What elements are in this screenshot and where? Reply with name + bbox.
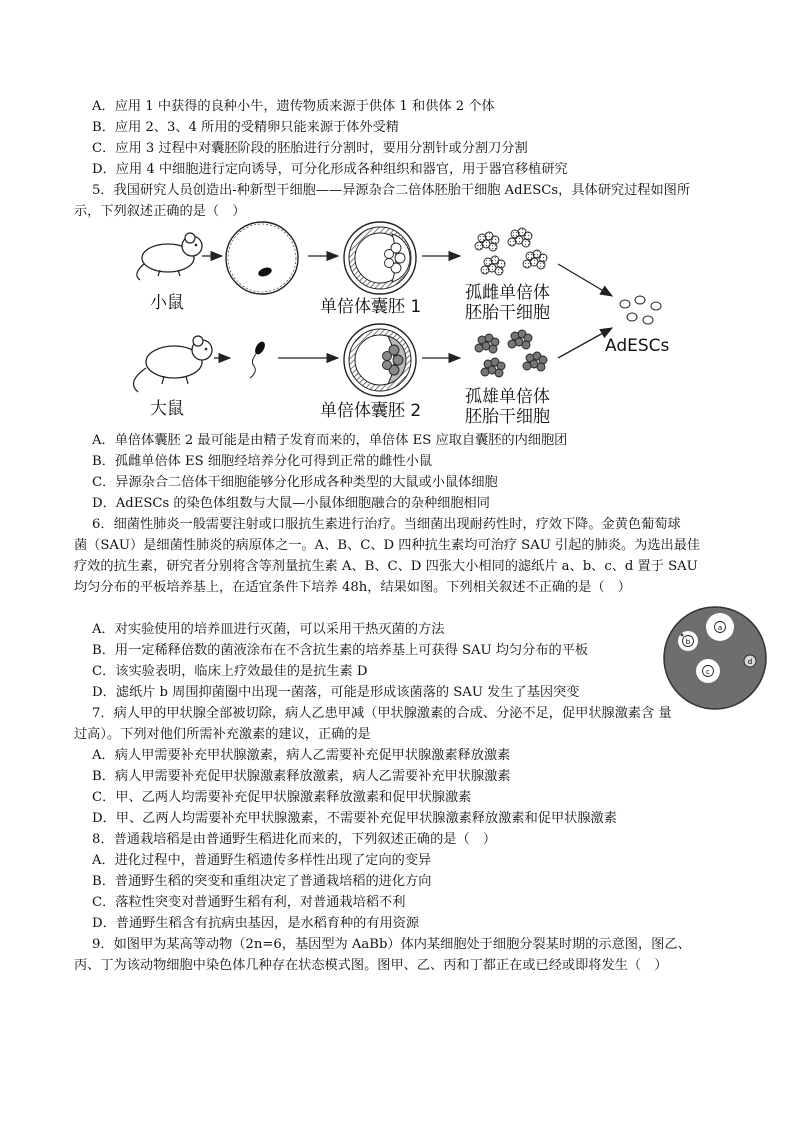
q6-option-b: B．用一定稀释倍数的菌液涂布在不含抗生素的培养基上可获得 SAU 均匀分布的平板 <box>92 643 589 658</box>
androgenetic-es-label-line1: 孤雄单倍体 <box>465 387 550 407</box>
inhibition-zone-b <box>678 631 698 651</box>
q6-option-a: A．对实验使用的培养皿进行灭菌，可以采用干热灭菌的方法 <box>92 622 445 637</box>
disc-label-b: b <box>685 638 691 646</box>
q5-option-b: B．孤雌单倍体 ES 细胞经培养分化可得到正常的雌性小鼠 <box>92 454 433 469</box>
blastocyst-1-label: 单倍体囊胚 1 <box>320 297 422 317</box>
adescs-cells-icon <box>620 296 661 324</box>
mouse-label: 小鼠 <box>150 293 184 313</box>
parthenogenetic-es-label-line1: 孤雌单倍体 <box>465 283 550 303</box>
inhibition-zone-c <box>696 659 720 683</box>
q5-option-d: D．AdESCs 的染色体组数与大鼠—小鼠体细胞融合的杂种细胞相同 <box>92 496 490 511</box>
q4-option-a: A．应用 1 中获得的良种小牛，遗传物质来源于供体 1 和供体 2 个体 <box>92 99 495 114</box>
q8-option-d: D．普通野生稻含有抗病虫基因，是水稻育种的有用资源 <box>92 916 420 931</box>
q6-option-d: D．滤纸片 b 周围抑菌圈中出现一菌落，可能是形成该菌落的 SAU 发生了基因突变 <box>92 685 580 700</box>
q5-option-a: A．单倍体囊胚 2 最可能是由精子发育而来的，单倍体 ES 应取自囊胚的内细胞团 <box>92 433 568 448</box>
q6-option-c: C．该实验表明，临床上疗效最佳的是抗生素 D <box>92 664 368 679</box>
disc-label-d: d <box>747 658 753 666</box>
q6-stem-line3: 疗效的抗生素，研究者分别将含等剂量抗生素 A、B、C、D 四张大小相同的滤纸片 a、b、c、d 置于 SAU <box>74 559 698 574</box>
rat-icon <box>134 336 213 392</box>
disc-label-c: c <box>706 668 710 676</box>
rat-label: 大鼠 <box>150 399 184 419</box>
q7-option-d: D．甲、乙两人均需要补充甲状腺激素，不需要补充促甲状腺激素释放激素和促甲状腺激素 <box>92 811 617 826</box>
haploid-es-cell-cluster-1-icon <box>475 228 547 275</box>
adescs-label: AdESCs <box>605 336 670 356</box>
q9-stem-line1: 9．如图甲为某高等动物（2n=6，基因型为 AaBb）体内某细胞处于细胞分裂某时期的示意图，图乙、 <box>92 937 691 952</box>
q4-option-c: C．应用 3 过程中对囊胚阶段的胚胎进行分割时，要用分割针或分割刀分割 <box>92 141 528 156</box>
blastocyst-1-icon <box>344 222 416 294</box>
androgenetic-es-label-line2: 胚胎干细胞 <box>465 407 550 427</box>
q6-stem-line2: 菌（SAU）是细菌性肺炎的病原体之一。A、B、C、D 四种抗生素均可治疗 SAU 引起的肺炎。为选出最佳 <box>74 538 701 553</box>
haploid-es-cell-cluster-2-icon <box>475 330 547 377</box>
q8-option-b: B．普通野生稻的突变和重组决定了普通栽培稻的进化方向 <box>92 874 432 889</box>
parthenogenetic-es-label-line2: 胚胎干细胞 <box>465 303 550 323</box>
q7-stem-line1: 7．病人甲的甲状腺全部被切除，病人乙患甲减（甲状腺激素的合成、分泌不足，促甲状腺激素含 量 <box>92 706 672 721</box>
q7-option-c: C．甲、乙两人均需要补充促甲状腺激素释放激素和促甲状腺激素 <box>92 790 472 805</box>
q6-stem-line1: 6．细菌性肺炎一般需要注射或口服抗生素进行治疗。当细菌出现耐药性时，疗效下降。金黄色葡萄球 <box>92 517 681 532</box>
q5-stem-line2: 示，下列叙述正确的是（ ） <box>74 204 246 219</box>
q9-stem-line2: 丙、丁为该动物细胞中染色体几种存在状态模式图。图甲、乙、丙和丁都正在或已经或即将发生（ ） <box>74 958 668 973</box>
q8-option-c: C．落粒性突变对普通野生稻有利，对普通栽培稻不利 <box>92 895 406 910</box>
q8-option-a: A．进化过程中，普通野生稻遗传多样性出现了定向的变异 <box>92 853 432 868</box>
stem-cell-diagram <box>130 216 710 430</box>
disc-label-a: a <box>717 624 723 632</box>
blastocyst-2-label: 单倍体囊胚 2 <box>320 401 422 421</box>
q5-option-c: C．异源杂合二倍体干细胞能够分化形成各种类型的大鼠或小鼠体细胞 <box>92 475 498 490</box>
q7-stem-line2: 过高）。下列对他们所需补充激素的建议，正确的是 <box>74 727 371 742</box>
egg-cell-icon <box>226 222 298 294</box>
disc-d <box>744 655 756 667</box>
q8-stem: 8．普通栽培稻是由普通野生稻进化而来的，下列叙述正确的是（ ） <box>92 832 497 847</box>
sperm-icon <box>214 340 267 378</box>
q4-option-d: D．应用 4 中细胞进行定向诱导，可分化形成各种组织和器官，用于器官移植研究 <box>92 162 568 177</box>
q6-stem-line4: 均匀分布的平板培养基上，在适宜条件下培养 48h，结果如图。下列相关叙述不正确的是（ ） <box>74 580 631 595</box>
q5-stem-line1: 5．我国研究人员创造出-种新型干细胞——异源杂合二倍体胚胎干细胞 AdESCs，具体研究过程如图所 <box>92 183 691 198</box>
inhibition-zone-a <box>706 613 734 641</box>
q7-option-b: B．病人甲需要补充促甲状腺激素释放激素，病人乙需要补充甲状腺激素 <box>92 769 511 784</box>
agar-plate-figure <box>662 605 768 711</box>
mouse-icon <box>137 233 202 280</box>
q4-option-b: B．应用 2、3、4 所用的受精卵只能来源于体外受精 <box>92 120 399 135</box>
q7-option-a: A．病人甲需要补充甲状腺激素，病人乙需要补充促甲状腺激素释放激素 <box>92 748 511 763</box>
blastocyst-2-icon <box>344 324 416 396</box>
